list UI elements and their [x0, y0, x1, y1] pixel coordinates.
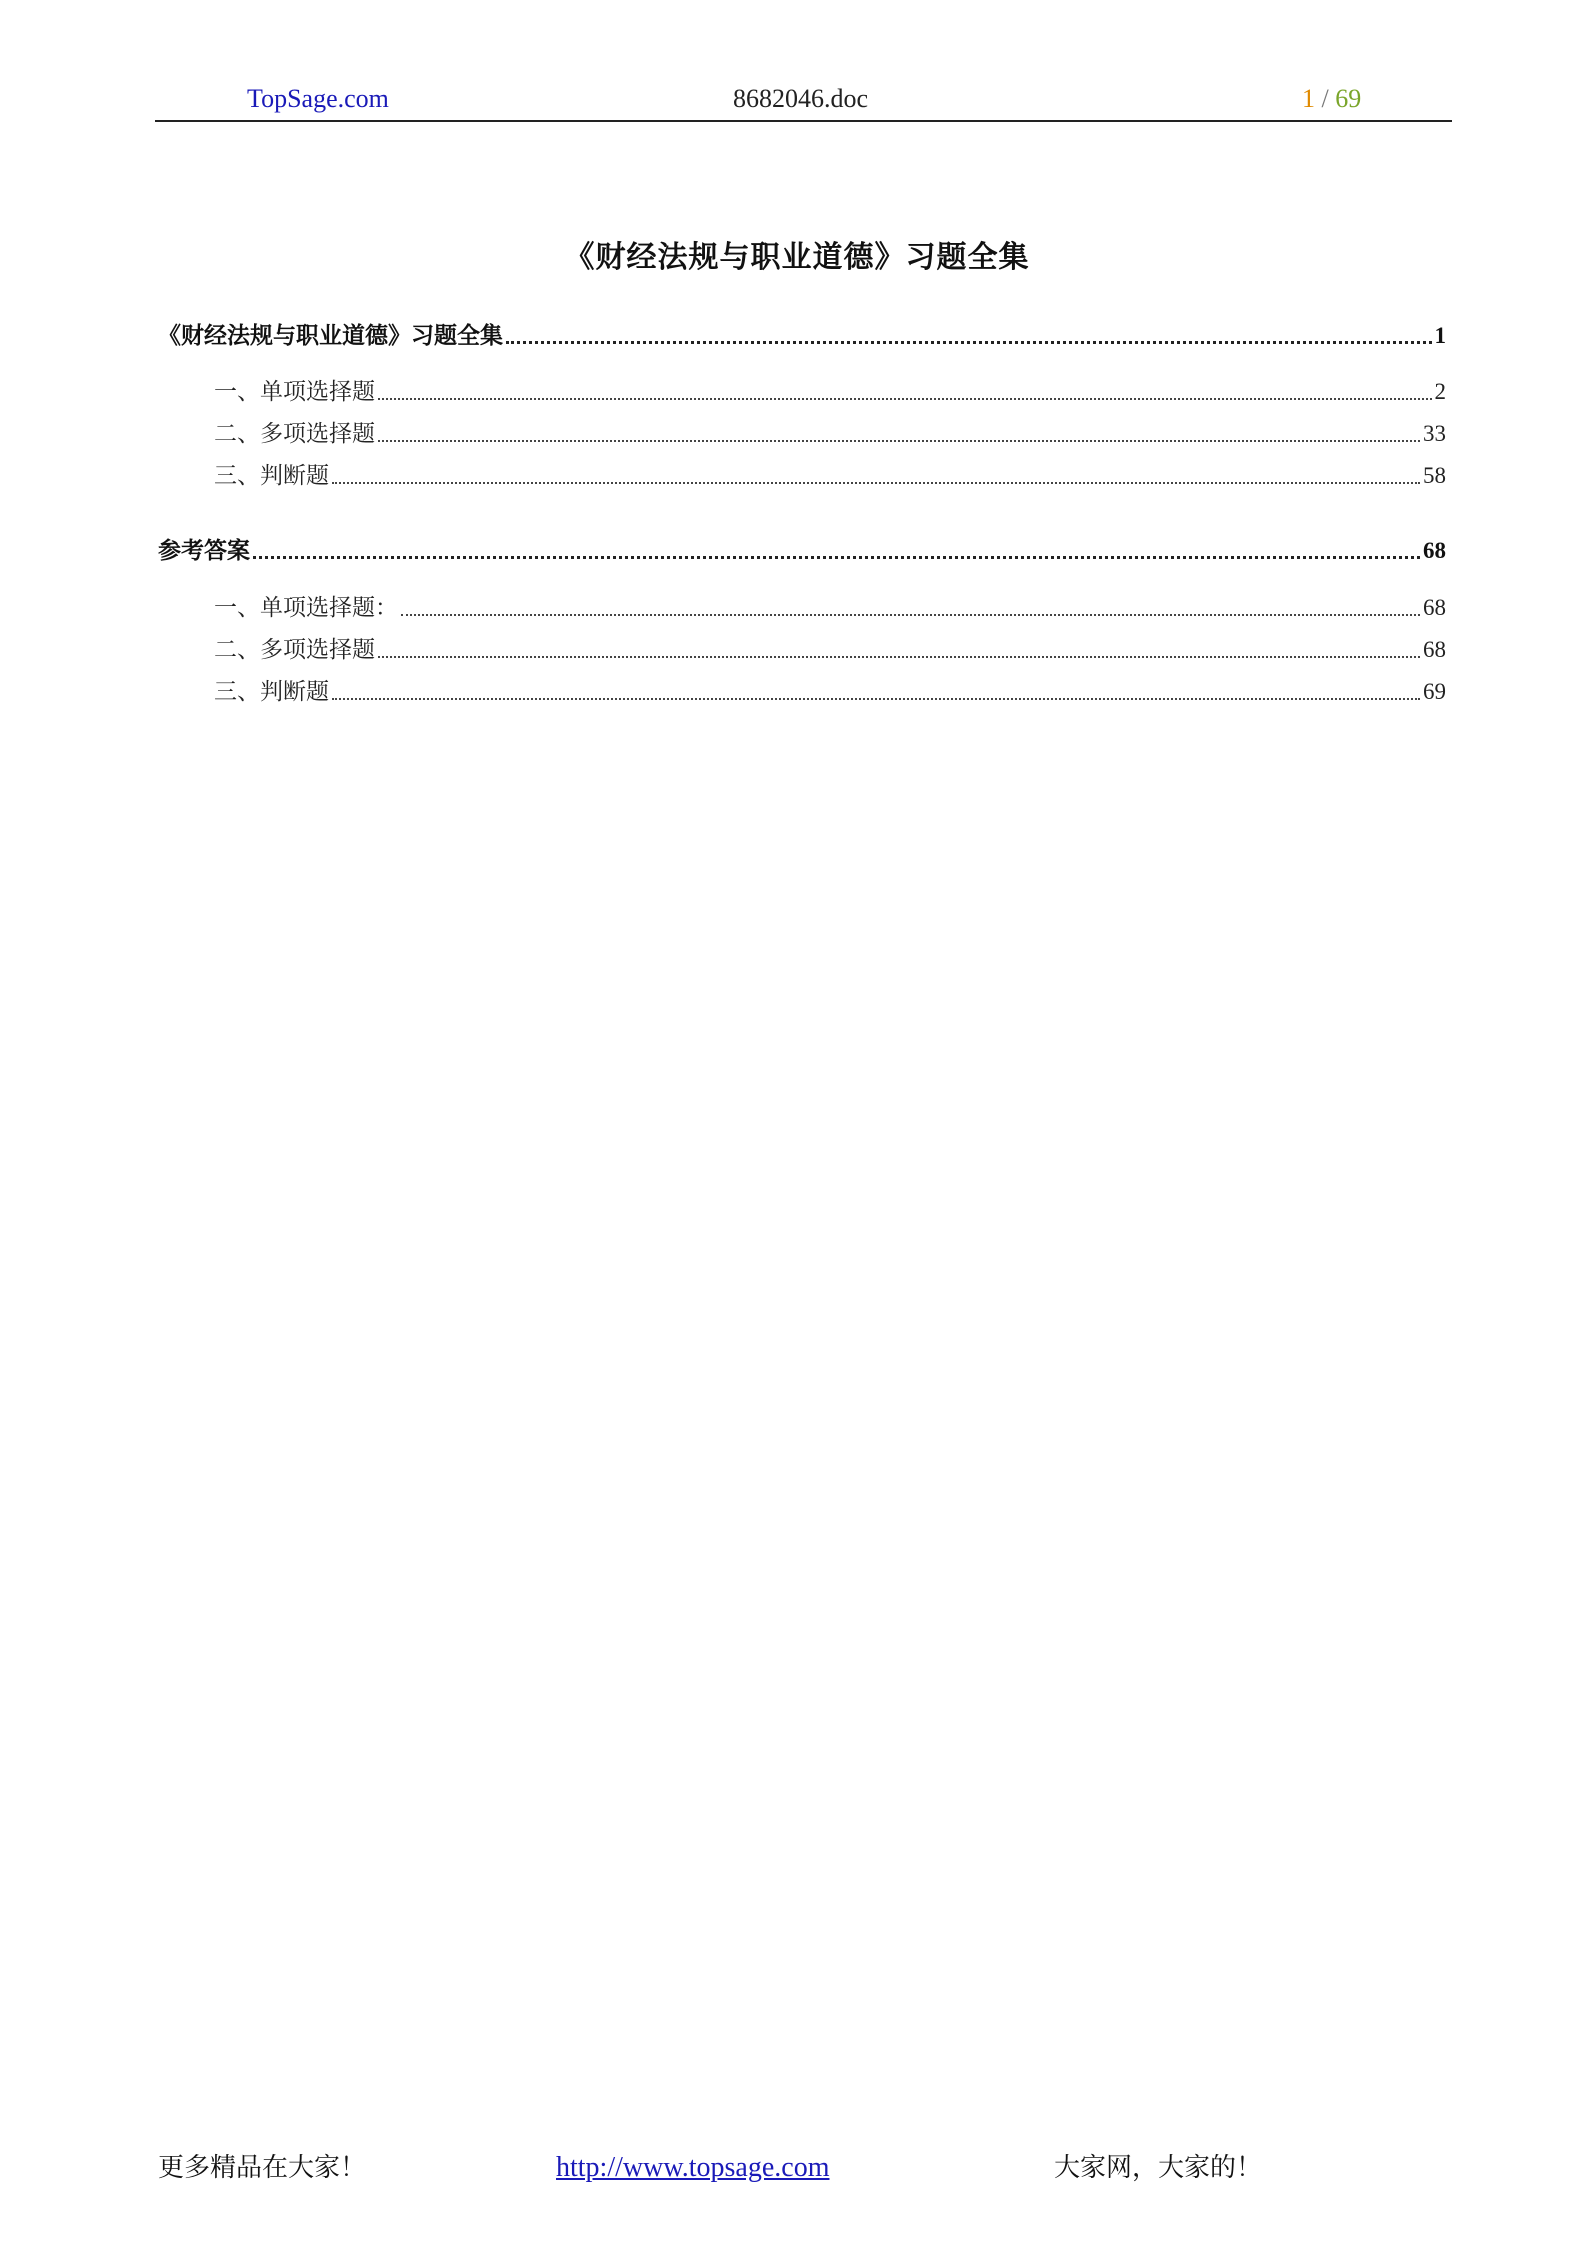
- toc-entry-answers-multiple-choice[interactable]: [214, 635, 1446, 665]
- toc-entry-label: 二、多项选择题: [214, 637, 375, 663]
- toc-dot-leader: [378, 655, 1420, 658]
- toc-entry-answers-true-false[interactable]: [214, 677, 1446, 707]
- page-current: 1: [1302, 84, 1315, 113]
- toc-dot-leader: [332, 481, 1420, 484]
- header-site-name[interactable]: TopSage.com: [247, 84, 389, 113]
- toc-entry-page: 33: [1423, 421, 1446, 446]
- toc-entry-label: 三、判断题: [214, 463, 329, 489]
- footer-slogan-right: 大家网，大家的！: [1054, 2153, 1263, 2183]
- toc-dot-leader: [253, 555, 1420, 559]
- document-title: 《财经法规与职业道德》习题全集: [564, 240, 1030, 275]
- toc-entry-answers-single-choice[interactable]: [214, 593, 1446, 623]
- toc-entry-single-choice[interactable]: [214, 377, 1446, 407]
- toc-entry-reference-answers[interactable]: [158, 536, 1446, 566]
- toc-entry-page: 1: [1434, 323, 1446, 348]
- toc-dot-leader: [401, 613, 1420, 616]
- toc-entry-label: 二、多项选择题: [214, 421, 375, 447]
- toc-entry-label: 三、判断题: [214, 679, 329, 705]
- toc-dot-leader: [378, 397, 1432, 400]
- page-total: 69: [1335, 84, 1362, 113]
- footer-slogan-left: 更多精品在大家！: [158, 2153, 367, 2183]
- toc-entry-page: 68: [1423, 538, 1446, 563]
- toc-entry-page: 68: [1423, 595, 1446, 620]
- toc-dot-leader: [506, 340, 1432, 344]
- toc-entry-multiple-choice[interactable]: [214, 419, 1446, 449]
- toc-entry-true-false[interactable]: [214, 461, 1446, 491]
- toc-entry-page: 68: [1423, 637, 1446, 662]
- toc-entry-page: 2: [1434, 379, 1446, 404]
- toc-entry-label: 《财经法规与职业道德》习题全集: [158, 322, 503, 349]
- toc-entry-label: 一、单项选择题：: [214, 595, 398, 621]
- toc-entry-label: 参考答案: [158, 537, 250, 564]
- toc-entry-main-title[interactable]: [158, 321, 1446, 351]
- toc-entry-page: 69: [1423, 679, 1446, 704]
- toc-entry-page: 58: [1423, 463, 1446, 488]
- page-separator: /: [1315, 84, 1336, 113]
- toc-dot-leader: [378, 439, 1420, 442]
- toc-entry-label: 一、单项选择题: [214, 379, 375, 405]
- footer-website-link[interactable]: http://www.topsage.com: [556, 2152, 830, 2183]
- toc-dot-leader: [332, 697, 1420, 700]
- header-filename: 8682046.doc: [733, 84, 869, 113]
